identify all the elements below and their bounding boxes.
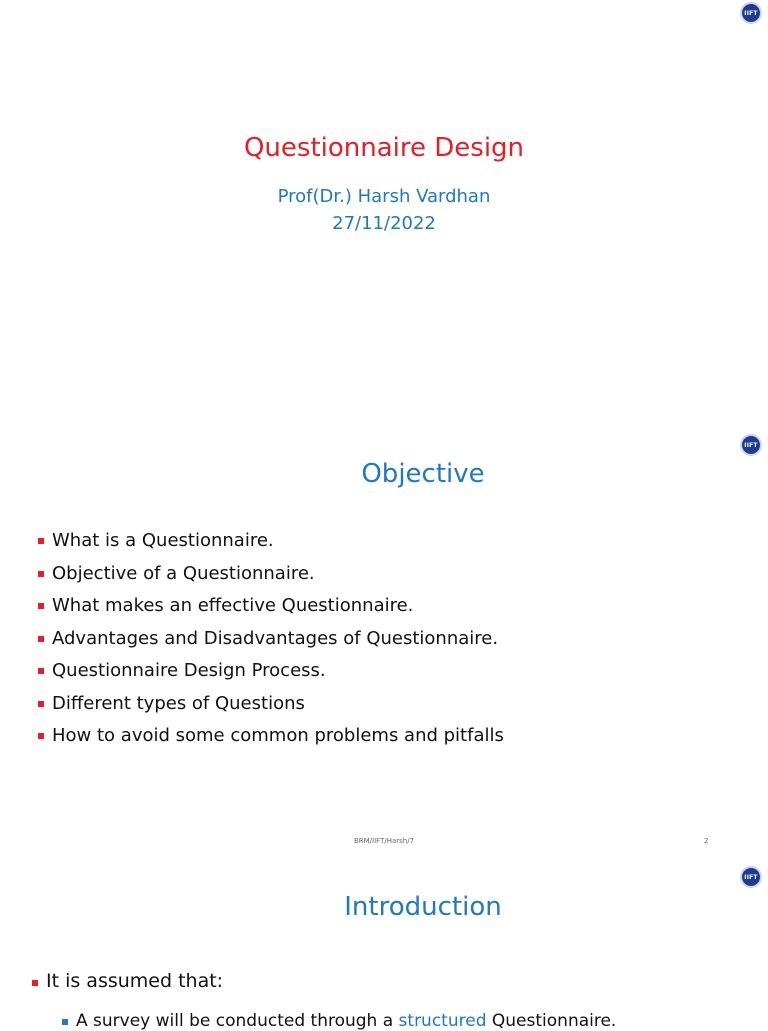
slide-introduction	[0, 864, 768, 1031]
author-name: Prof(Dr.) Harsh Vardhan	[277, 186, 491, 207]
list-item: How to avoid some common problems and pitfalls	[38, 724, 504, 757]
square-bullet-icon	[38, 571, 44, 577]
intro-sub-bullet: A survey will be conducted through a structured Questionnaire.	[62, 1011, 616, 1031]
list-item: Questionnaire Design Process.	[38, 659, 504, 692]
list-item: Objective of a Questionnaire.	[38, 562, 504, 595]
square-bullet-icon	[32, 980, 38, 986]
slide-title	[0, 0, 768, 432]
iift-logo-icon: IIFT	[740, 866, 762, 888]
objective-heading: Objective	[361, 459, 485, 489]
square-bullet-icon	[38, 538, 44, 544]
slide-footer: BRM/IIFT/Harsh/7	[353, 837, 415, 845]
list-item: What is a Questionnaire.	[38, 529, 504, 562]
square-bullet-icon	[38, 603, 44, 609]
intro-bullet: It is assumed that:	[32, 970, 223, 992]
square-bullet-icon	[38, 701, 44, 707]
iift-logo-icon: IIFT	[740, 2, 762, 24]
introduction-heading: Introduction	[344, 892, 502, 922]
square-bullet-icon	[38, 668, 44, 674]
slide-objective	[0, 432, 768, 864]
highlight-word: structured	[398, 1011, 487, 1031]
page-number: 2	[704, 837, 709, 845]
square-bullet-icon	[38, 636, 44, 642]
objective-bullet-list	[38, 529, 504, 757]
list-item: Advantages and Disadvantages of Questionnaire.	[38, 627, 504, 660]
square-bullet-icon	[62, 1019, 68, 1025]
square-bullet-icon	[38, 733, 44, 739]
presentation-date: 27/11/2022	[332, 213, 436, 234]
slide-title-heading: Questionnaire Design	[243, 133, 525, 163]
list-item: What makes an effective Questionnaire.	[38, 594, 504, 627]
iift-logo-icon: IIFT	[740, 434, 762, 456]
list-item: Different types of Questions	[38, 692, 504, 725]
